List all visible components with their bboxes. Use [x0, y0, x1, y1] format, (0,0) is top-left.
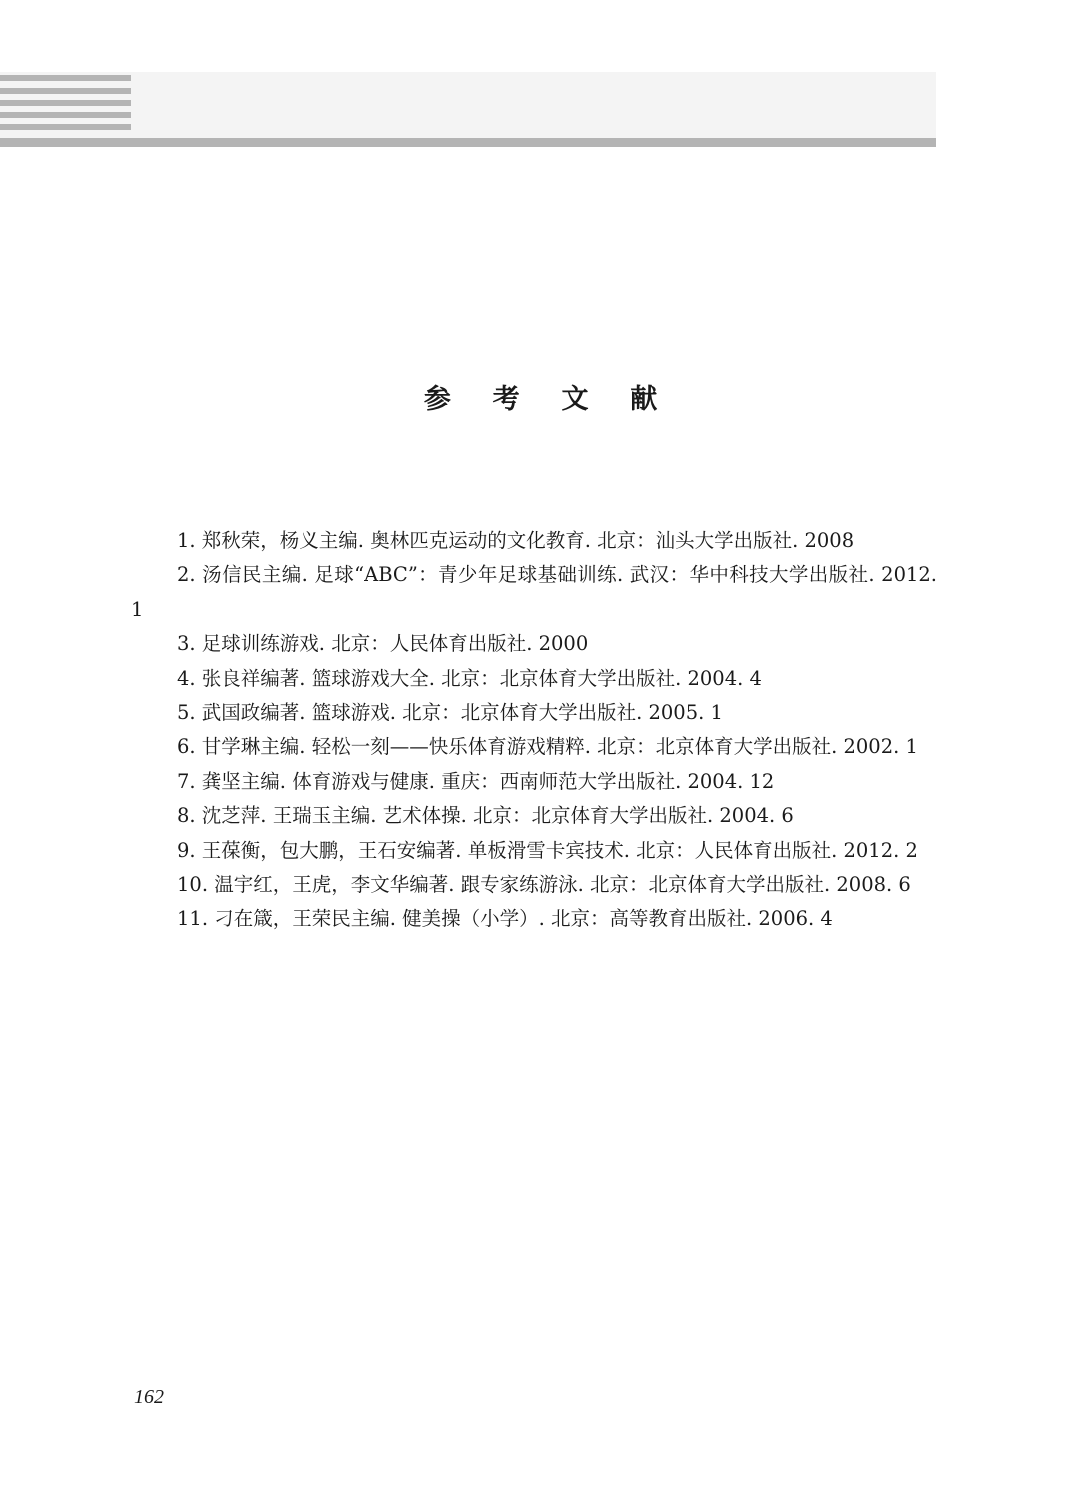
reference-item: 3. 足球训练游戏. 北京：人民体育出版社. 2000: [177, 632, 589, 656]
page-number: 162: [134, 1386, 164, 1408]
header-stripe: [0, 124, 131, 130]
header-stripe: [0, 88, 131, 94]
header-band: [0, 72, 936, 138]
page-title: 参 考 文 献: [423, 384, 674, 415]
header-stripe: [0, 100, 131, 106]
header-rule: [0, 138, 936, 147]
header-stripe: [0, 75, 131, 81]
reference-item: 4. 张良祥编著. 篮球游戏大全. 北京：北京体育大学出版社. 2004. 4: [177, 666, 762, 690]
reference-list: [131, 524, 937, 937]
reference-item: 7. 龚坚主编. 体育游戏与健康. 重庆：西南师范大学出版社. 2004. 12: [177, 769, 775, 793]
reference-item: 2. 汤信民主编. 足球“ABC”：青少年足球基础训练. 武汉：华中科技大学出版社. 2012. 1: [131, 563, 937, 621]
reference-item: 11. 刁在箴，王荣民主编. 健美操（小学）. 北京：高等教育出版社. 2006. 4: [177, 907, 833, 931]
reference-item: 9. 王葆衡，包大鹏，王石安编著. 单板滑雪卡宾技术. 北京：人民体育出版社. 2012. 2: [177, 838, 918, 862]
reference-item: 10. 温宇红，王虎，李文华编著. 跟专家练游泳. 北京：北京体育大学出版社. 2008. 6: [177, 873, 911, 897]
reference-item: 6. 甘学琳主编. 轻松一刻——快乐体育游戏精粹. 北京：北京体育大学出版社. 2002. 1: [177, 735, 918, 759]
reference-item: 1. 郑秋荣，杨义主编. 奥林匹克运动的文化教育. 北京：汕头大学出版社. 2008: [177, 529, 855, 552]
header-stripe: [0, 112, 131, 118]
reference-item: 5. 武国政编著. 篮球游戏. 北京：北京体育大学出版社. 2005. 1: [177, 701, 723, 725]
reference-item: 8. 沈芝萍. 王瑞玉主编. 艺术体操. 北京：北京体育大学出版社. 2004. 6: [177, 804, 794, 828]
